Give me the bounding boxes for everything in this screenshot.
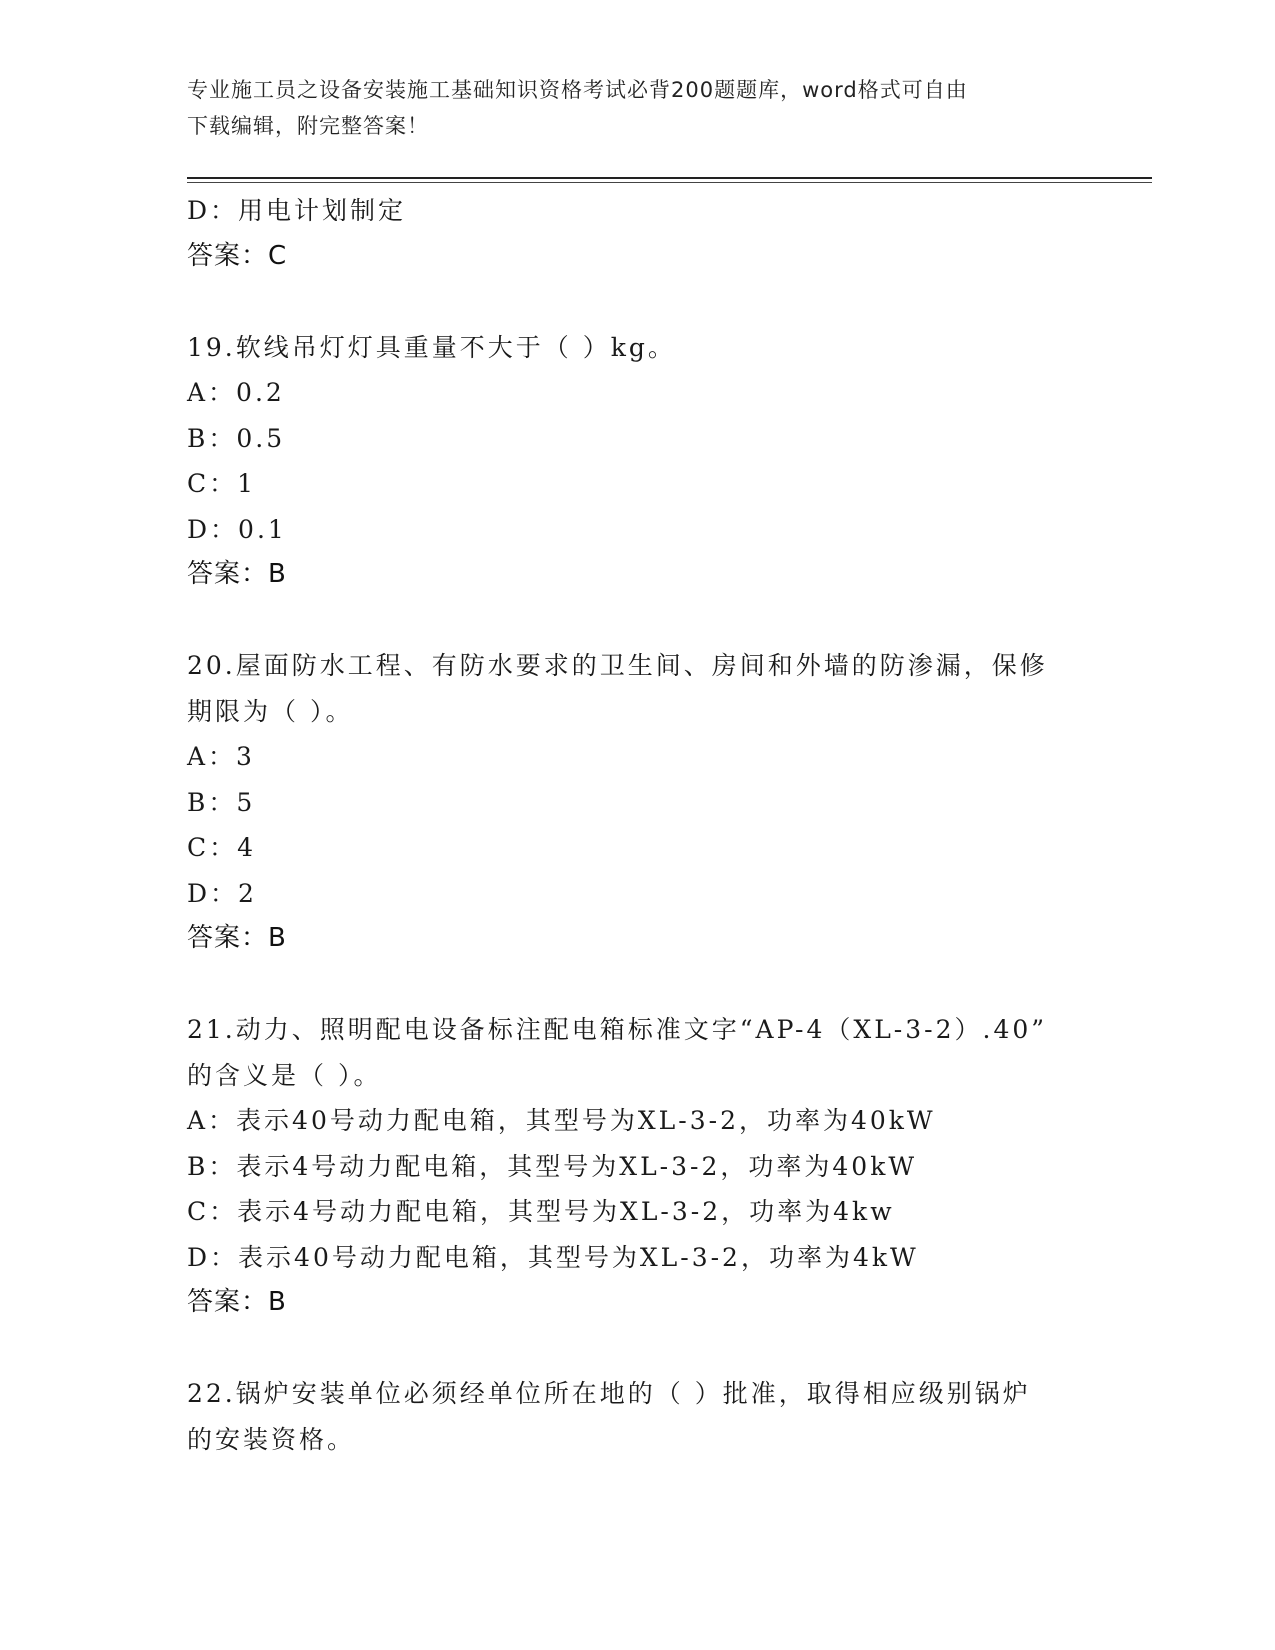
option-a: A：0.2: [187, 378, 285, 407]
spacer: [187, 279, 1087, 325]
option-d: D：表示40号动力配电箱，其型号为XL-3-2，功率为4kW: [187, 1242, 919, 1272]
option-d: D：0.1: [187, 514, 287, 544]
option-d: D：用电计划制定: [187, 196, 407, 225]
question-21: [187, 1007, 1087, 1326]
document-header: [187, 72, 1097, 144]
header-divider-thick: [187, 177, 1152, 179]
question-20: [187, 643, 1087, 962]
question-list: [187, 188, 1087, 1462]
header-divider-thin: [187, 182, 1152, 183]
header-line-1: 专业施工员之设备安装施工基础知识资格考试必背200题题库，word格式可自由: [187, 78, 968, 102]
question-19: [187, 325, 1087, 598]
question-stem-continued: 期限为（ ）。: [187, 696, 354, 726]
option-d: D：2: [187, 878, 257, 908]
option-b: B：0.5: [187, 423, 286, 453]
question-stem: 20.屋面防水工程、有防水要求的卫生间、房间和外墙的防渗漏，保修: [187, 651, 1048, 680]
question-22: [187, 1371, 1087, 1462]
spacer: [187, 962, 1087, 1008]
question-stem: 21.动力、照明配电设备标注配电箱标准文字“AP-4（XL-3-2）.40”: [187, 1015, 1048, 1044]
option-c: C：表示4号动力配电箱，其型号为XL-3-2，功率为4kw: [187, 1197, 895, 1226]
option-a: A：3: [187, 742, 255, 771]
question-stem: 22.锅炉安装单位必须经单位所在地的（ ）批准，取得相应级别锅炉: [187, 1379, 1031, 1408]
option-b: B：5: [187, 787, 256, 817]
answer-line: 答案：C: [187, 240, 288, 271]
answer-line: 答案：B: [187, 559, 287, 589]
option-b: B：表示4号动力配电箱，其型号为XL-3-2，功率为40kW: [187, 1151, 918, 1181]
answer-line: 答案：B: [187, 1287, 287, 1317]
answer-line: 答案：B: [187, 923, 287, 953]
option-c: C：1: [187, 469, 257, 498]
question-stem-continued: 的安装资格。: [187, 1424, 356, 1454]
option-a: A：表示40号动力配电箱，其型号为XL-3-2，功率为40kW: [187, 1106, 936, 1135]
spacer: [187, 598, 1087, 644]
header-line-2: 下载编辑，附完整答案！: [187, 114, 429, 138]
question-stem-continued: 的含义是（ ）。: [187, 1060, 382, 1090]
spacer: [187, 1326, 1087, 1372]
option-c: C：4: [187, 833, 257, 862]
question-stem: 19.软线吊灯灯具重量不大于（ ）kg。: [187, 332, 676, 362]
